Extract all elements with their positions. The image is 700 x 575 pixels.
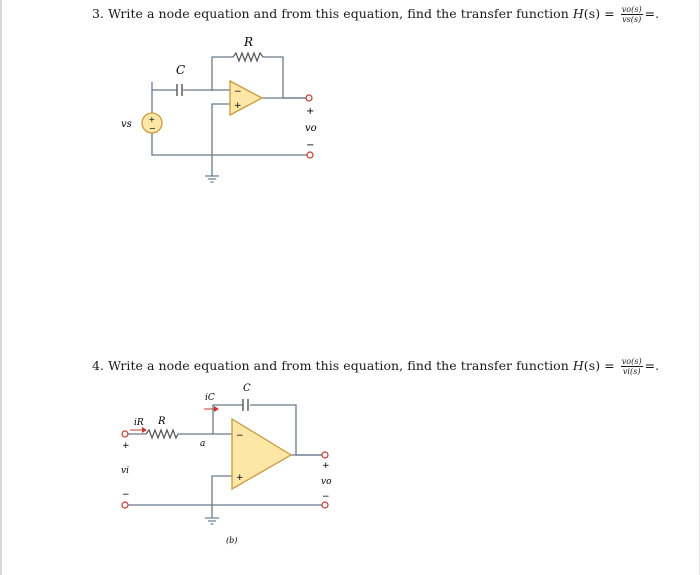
problem-4-argument: (s)	[583, 358, 601, 373]
problem-4-text: Write a node equation and from this equation, find the transfer function	[108, 358, 569, 373]
source-label: vs	[121, 119, 132, 130]
problem-4-number: 4.	[92, 358, 105, 373]
output-plus-sign: +	[322, 461, 330, 471]
capacitor-label: C	[176, 63, 186, 77]
resistor-label: R	[244, 35, 254, 49]
problem-3-denominator: vs(s)	[622, 15, 642, 24]
figure-caption: (b)	[226, 536, 238, 545]
capacitor-c-symbol	[243, 399, 248, 411]
input-label: vi	[121, 466, 129, 476]
current-arrow-ic-icon	[204, 406, 219, 412]
output-minus-sign: −	[306, 140, 315, 151]
input-terminal-bottom	[122, 502, 128, 508]
node-a-label: a	[200, 439, 206, 449]
problem-3-number: 3.	[92, 6, 105, 21]
ground-icon	[205, 518, 219, 524]
output-label: vo	[305, 123, 317, 134]
problem-3-tail: =.	[644, 6, 660, 21]
noninverting-ground-wire	[212, 476, 232, 518]
opamp-plus-sign: +	[236, 473, 244, 483]
capacitor-label: C	[243, 383, 251, 394]
source-minus-sign: −	[149, 124, 156, 133]
problem-4-equals: =	[604, 358, 615, 373]
output-terminal-bottom	[322, 502, 328, 508]
problem-4-denominator: vi(s)	[622, 367, 641, 376]
problem-4-function-name: H	[572, 358, 584, 373]
input-terminal-top	[122, 431, 128, 437]
source-plus-sign: +	[148, 115, 156, 124]
problem-4-numerator: vo(s)	[621, 357, 642, 366]
current-ic-label: iC	[205, 393, 215, 403]
input-plus-sign: +	[122, 441, 130, 451]
current-ir-label: iR	[134, 418, 144, 428]
resistor-r-symbol	[146, 430, 178, 438]
resistor-label: R	[158, 416, 166, 427]
output-plus-sign: +	[306, 106, 315, 117]
problem-3-numerator: vo(s)	[621, 5, 642, 14]
input-minus-sign: −	[122, 490, 130, 500]
opamp-plus-sign: +	[234, 101, 242, 111]
problem-3-equals: =	[604, 6, 615, 21]
problem-3-function-name: H	[572, 6, 584, 21]
output-terminal-top	[322, 452, 328, 458]
opamp-minus-sign: −	[234, 87, 242, 97]
problem-3-text: Write a node equation and from this equation, find the transfer function	[108, 6, 569, 21]
problem-3-argument: (s)	[583, 6, 601, 21]
output-minus-sign: −	[322, 492, 330, 502]
output-label: vo	[321, 477, 332, 487]
opamp-minus-sign: −	[236, 431, 244, 441]
problem-4-tail: =.	[644, 358, 660, 373]
